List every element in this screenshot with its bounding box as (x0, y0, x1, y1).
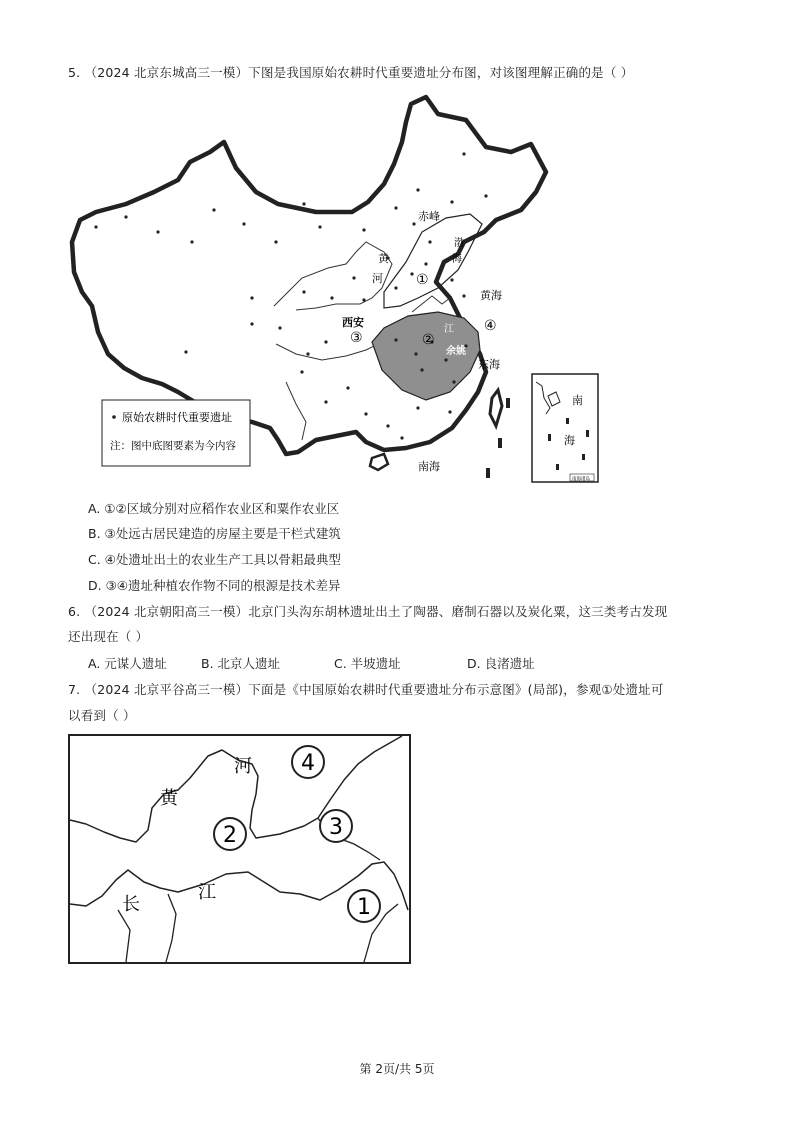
page-footer: 第 2页/共 5页 (359, 1062, 435, 1076)
svg-text:1: 1 (357, 895, 371, 920)
q6-stem-line1: 6. （2024 北京朝阳高三一模）北京门头沟东胡林遗址出土了陶器、磨制石器以及炭化粟，这三类考古发现 (68, 604, 668, 619)
q7-label-he: 河 (234, 756, 252, 777)
q5-option-a[interactable]: A. ①②区域分别对应稻作农业区和粟作农业区 (88, 501, 340, 516)
hainan (370, 454, 388, 470)
q7-marker-1 (348, 890, 380, 922)
label-r3: ③ (350, 330, 363, 346)
q7-marker-3 (320, 810, 352, 842)
label-r1: ① (416, 272, 429, 288)
label-yuyao: 余姚 (446, 346, 466, 357)
q6-stem-line2: 还出现在（ ） (68, 629, 149, 644)
q5-option-d[interactable]: D. ③④遗址种植农作物不同的根源是技术差异 (88, 578, 341, 593)
label-huanghai: 黄海 (480, 289, 502, 302)
label-chifeng: 赤峰 (418, 210, 440, 223)
q7-marker-4 (292, 746, 324, 778)
inner-line-west (286, 382, 306, 440)
q5-china-map (66, 92, 606, 484)
svg-text:2: 2 (223, 823, 237, 848)
taiwan (490, 390, 502, 426)
q5-option-b[interactable]: B. ③处远古居民建造的房屋主要是干栏式建筑 (88, 526, 341, 541)
label-jiang: 江 (444, 324, 454, 335)
svg-text:3: 3 (329, 815, 343, 840)
label-r4: ④ (484, 318, 497, 334)
label-donghai: 东海 (478, 358, 500, 371)
q7-stem-line2: 以看到（ ） (68, 708, 136, 723)
q7-label-chang: 长 (122, 894, 140, 915)
q6-option-c[interactable]: C. 半坡遗址 (334, 656, 401, 671)
q5-option-c[interactable]: C. ④处遗址出土的农业生产工具以骨耜最典型 (88, 552, 341, 567)
label-yellow-1: 黄 (378, 252, 389, 265)
inset-caption: 南海诸岛 (572, 477, 590, 482)
south-sea-inset (532, 374, 598, 482)
label-r2: ② (422, 332, 435, 348)
q7-regional-map (68, 734, 412, 964)
label-xian: 西安 (342, 316, 364, 329)
inset-nan: 南 (572, 394, 583, 407)
label-nanhai: 南海 (418, 460, 440, 473)
q6-option-a[interactable]: A. 元谋人遗址 (88, 656, 167, 671)
label-yellow-2: 河 (372, 272, 383, 285)
q7-label-jiang: 江 (198, 882, 216, 903)
q7-stem-line1: 7. （2024 北京平谷高三一模）下面是《中国原始农耕时代重要遗址分布示意图》(局部)，参观①处遗址可 (68, 682, 664, 697)
legend-item: 原始农耕时代重要遗址 (122, 411, 232, 424)
region-1 (384, 214, 482, 308)
map-legend (102, 400, 250, 466)
q7-marker-2 (214, 818, 246, 850)
q7-label-huang: 黄 (160, 788, 178, 809)
inset-hai: 海 (564, 434, 575, 447)
q5-stem: 5. （2024 北京东城高三一模）下图是我国原始农耕时代重要遗址分布图，对该图理解正确的是（ ） (68, 65, 634, 80)
legend-note: 注：图中底图要素为今内容 (110, 440, 236, 452)
q6-option-b[interactable]: B. 北京人遗址 (201, 656, 281, 671)
svg-text:4: 4 (301, 751, 315, 776)
label-bohai-2: 海 (452, 254, 462, 265)
label-bohai-1: 渤 (454, 238, 464, 249)
q6-option-d[interactable]: D. 良渚遗址 (467, 656, 535, 671)
